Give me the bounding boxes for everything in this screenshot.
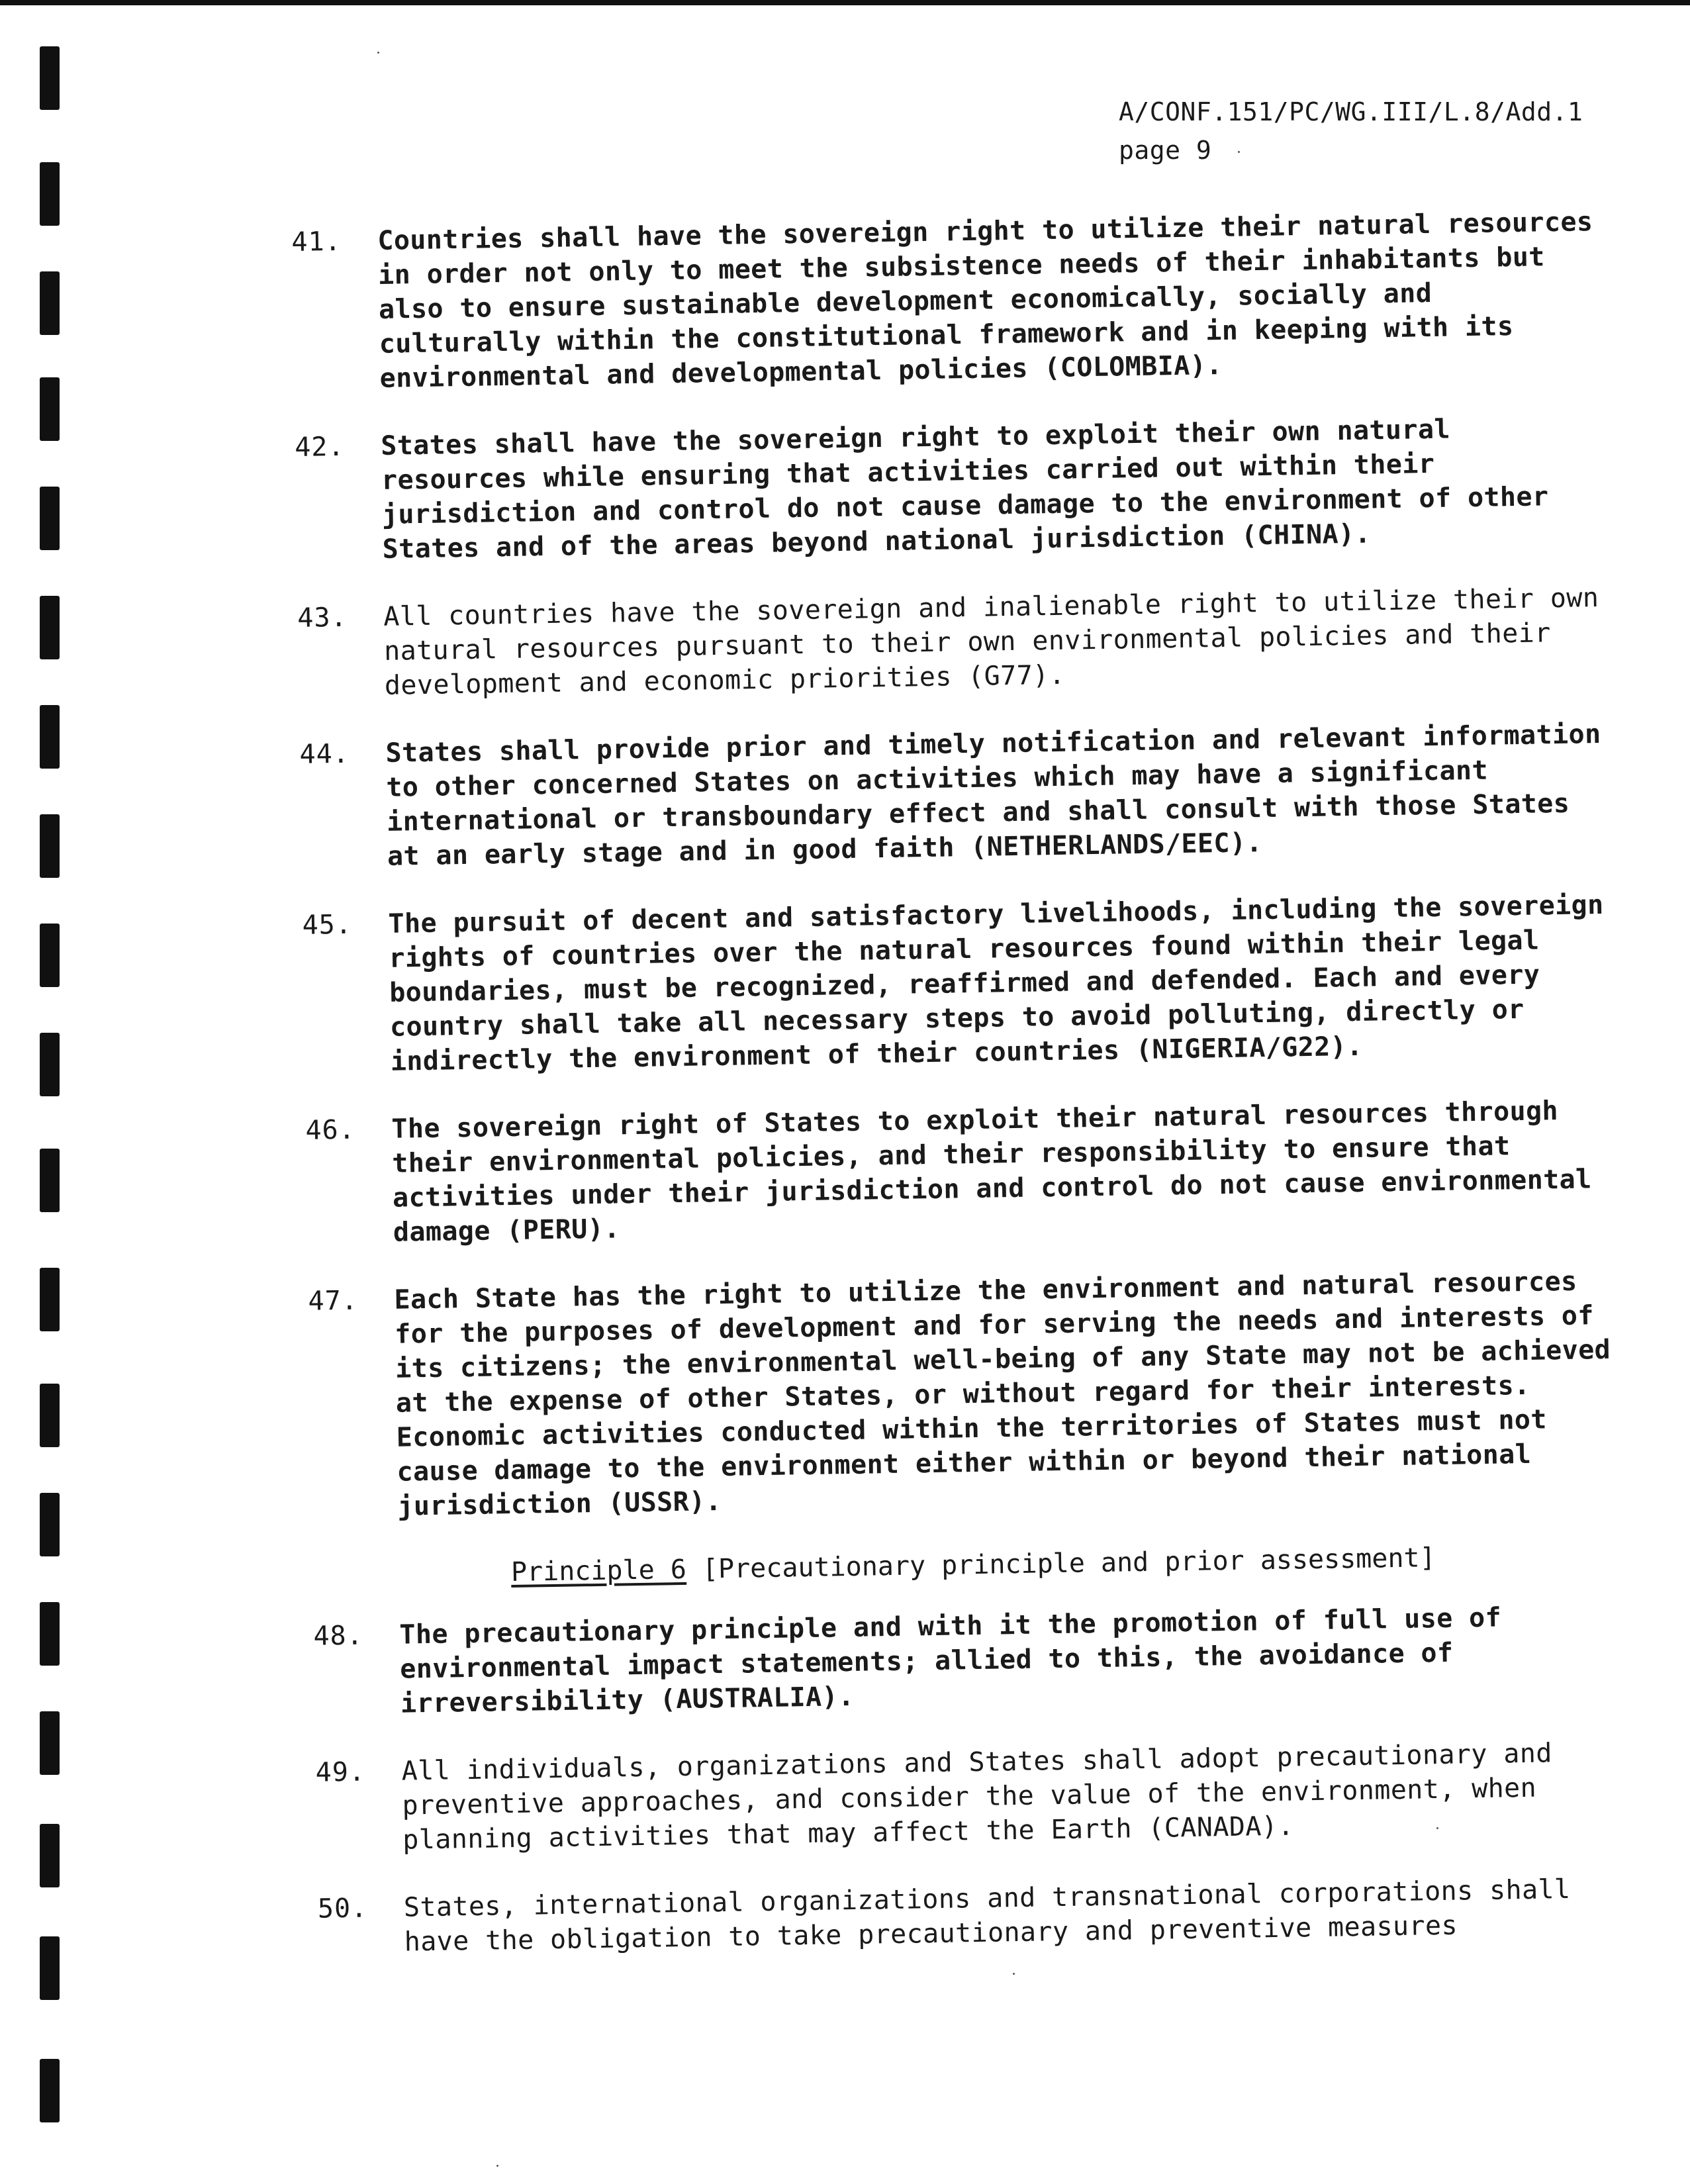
paragraph-number: 41. xyxy=(291,226,342,258)
binder-mark xyxy=(40,1493,60,1556)
binder-mark xyxy=(40,487,60,550)
page-number: page 9 xyxy=(1119,136,1212,165)
binder-mark xyxy=(40,1033,60,1096)
paragraph-number: 45. xyxy=(302,909,353,941)
binder-mark xyxy=(40,271,60,335)
document-symbol: A/CONF.151/PC/WG.III/L.8/Add.1 xyxy=(1119,97,1583,126)
paragraph-text: The sovereign right of States to exploit their natural resources through their environmental policies, and their responsibility to ensure that activities under their jurisdiction and control do not cause environmental damage (PERU). xyxy=(391,1096,1592,1248)
binder-mark xyxy=(40,1149,60,1212)
paragraph-43 xyxy=(297,581,1609,704)
paragraph-number: 48. xyxy=(313,1620,364,1652)
paragraph-number: 44. xyxy=(299,738,350,770)
binder-mark xyxy=(40,2059,60,2122)
binder-mark xyxy=(40,814,60,878)
paragraph-46 xyxy=(305,1093,1618,1251)
binder-mark xyxy=(40,596,60,659)
paragraph-text: States shall provide prior and timely notification and relevant information to other concerned States on activities which may have a significant international or transboundary effect and shall consult with those States at an early stage and in good faith (NETHERLANDS/EEC). xyxy=(385,719,1601,872)
binder-mark xyxy=(40,1602,60,1666)
scan-speck xyxy=(377,52,379,54)
binder-mark xyxy=(40,1711,60,1775)
binder-mark xyxy=(40,705,60,769)
scan-speck xyxy=(496,2165,498,2167)
paragraph-text: States shall have the sovereign right to exploit their own natural resources while ensuring that activities carried out within their jurisdiction and control do not cause damage to the environment of other States and of the areas beyond national jurisdiction (CHINA). xyxy=(380,414,1549,565)
paragraph-45 xyxy=(302,888,1615,1080)
binder-mark xyxy=(40,1384,60,1447)
paragraph-text: States, international organizations and transnational corporations shall have the obligation to take precautionary and preventive measures xyxy=(403,1874,1571,1958)
binder-mark xyxy=(40,1268,60,1331)
scan-top-border xyxy=(0,0,1690,5)
paragraph-number: 47. xyxy=(308,1285,359,1317)
principle-heading xyxy=(511,1538,1624,1590)
paragraph-text: All individuals, organizations and States shall adopt precautionary and preventive approaches, and consider the value of the environment, when planning activities that may affect the Earth (CANADA). xyxy=(401,1738,1553,1856)
document-header xyxy=(1119,93,1583,169)
paragraph-47 xyxy=(308,1264,1622,1525)
binder-mark xyxy=(40,46,60,110)
paragraph-number: 42. xyxy=(294,431,345,463)
binder-mark xyxy=(40,924,60,987)
binder-mark xyxy=(40,1824,60,1887)
paragraph-41 xyxy=(291,205,1605,397)
paragraph-text: Countries shall have the sovereign right to utilize their natural resources in order not only to meet the subsistence needs of their inhabitants but also to ensure sustainable development economically, socially and culturally within the constitutional framework and in keeping with its environmental and developmental policies (COLOMBIA). xyxy=(377,207,1593,394)
paragraph-text: All countries have the sovereign and inalienable right to utilize their own natural resources pursuant to their own environmental policies and their development and economic priorities (G77). xyxy=(383,583,1599,701)
binder-mark xyxy=(40,1936,60,2000)
paragraph-text: Each State has the right to utilize the environment and natural resources for the purposes of development and for serving the needs and interests of its citizens; the environmental well-being of any State may not be achieved at the expense of other States, or without regard for their interests. Economic activities conducted within the territories of States must not cause damage to the environment either within or beyond their national jurisdiction (USSR). xyxy=(394,1266,1611,1522)
paragraph-49 xyxy=(315,1735,1627,1859)
paragraph-number: 49. xyxy=(315,1756,366,1788)
paragraph-text: The pursuit of decent and satisfactory livelihoods, including the sovereign rights of countries over the natural resources found within their legal boundaries, must be recognized, reaffirmed and defended. Each and every country shall take all necessary steps to avoid polluting, directly or indirectly the environment of their countries (NIGERIA/G22). xyxy=(388,889,1604,1077)
principle-title: [Precautionary principle and prior assessment] xyxy=(702,1543,1436,1585)
paragraph-number: 43. xyxy=(297,602,348,634)
paragraph-text: The precautionary principle and with it the promotion of full use of environmental impact statements; allied to this, the avoidance of irreversibility (AUSTRALIA). xyxy=(399,1602,1502,1719)
binder-mark xyxy=(40,162,60,226)
binder-mark xyxy=(40,377,60,441)
paragraph-50 xyxy=(318,1872,1629,1961)
principle-label: Principle 6 xyxy=(510,1554,687,1588)
paragraph-48 xyxy=(313,1599,1625,1723)
document-body xyxy=(291,205,1630,1994)
paragraph-44 xyxy=(299,717,1612,875)
paragraph-number: 46. xyxy=(305,1114,356,1146)
paragraph-42 xyxy=(295,410,1607,568)
paragraph-number: 50. xyxy=(317,1893,368,1924)
